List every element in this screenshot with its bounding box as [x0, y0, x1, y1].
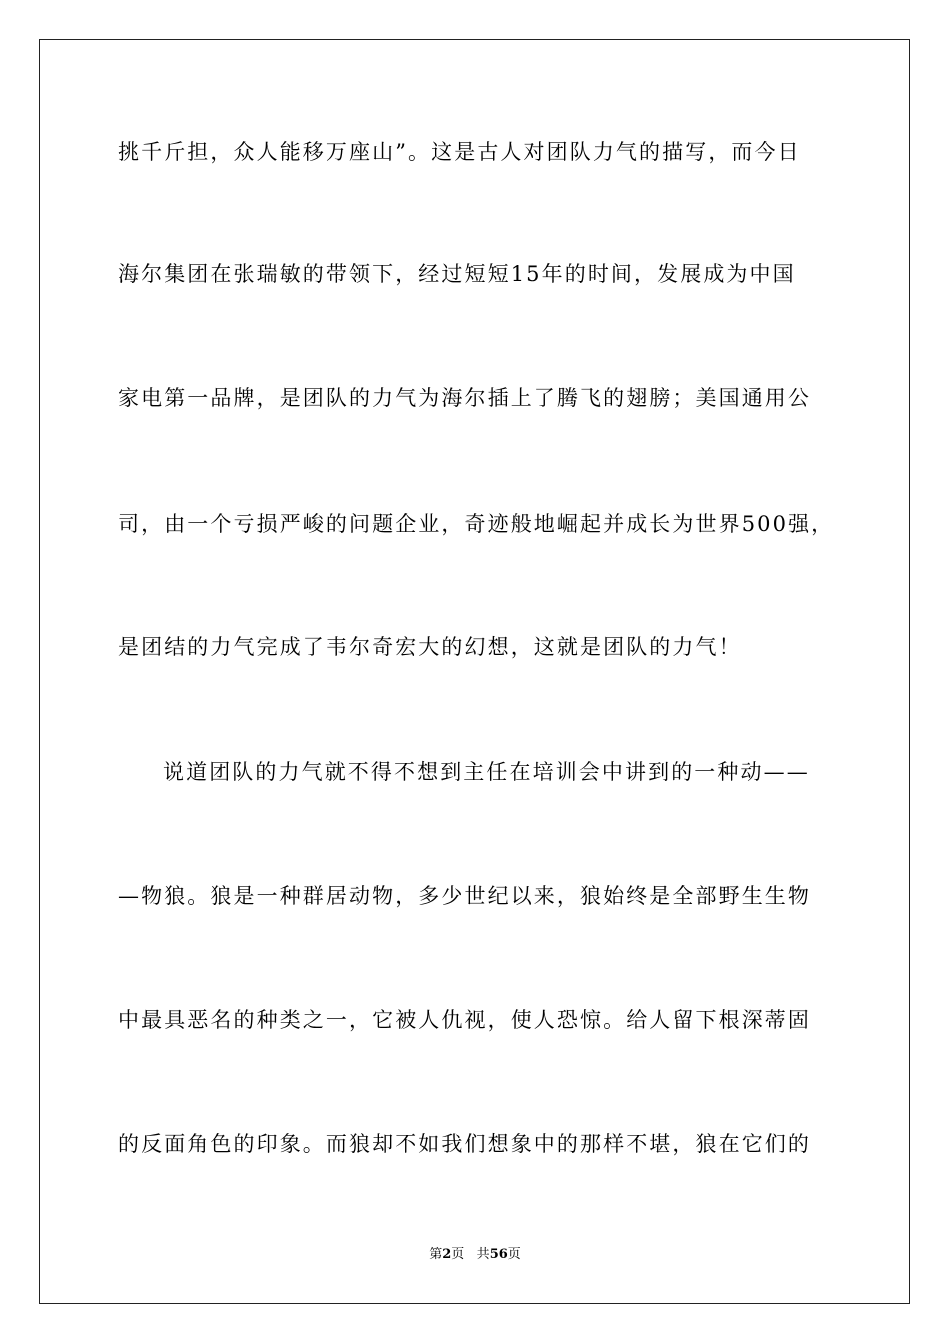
page-footer: [0, 1246, 950, 1264]
text-line-9: 的反面角色的印象。而狼却不如我们想象中的那样不堪，狼在它们的: [118, 1132, 811, 1156]
text-line-1: 挑千斤担，众人能移万座山”。这是古人对团队力气的描写，而今日: [118, 140, 801, 164]
text-line-7: —物狼。狼是一种群居动物，多少世纪以来，狼始终是全部野生生物: [118, 884, 811, 908]
text-line-5: 是团结的力气完成了韦尔奇宏大的幻想，这就是团队的力气！: [118, 635, 742, 659]
page-number: 2: [442, 1247, 452, 1262]
text-line-3: 家电第一品牌，是团队的力气为海尔插上了腾飞的翅膀；美国通用公: [118, 386, 811, 410]
total-prefix: 共: [476, 1247, 490, 1262]
text-line-4: 司，由一个亏损严峻的问题企业，奇迹般地崛起并成长为世界500强，: [118, 512, 835, 536]
page-suffix: 页: [451, 1247, 465, 1262]
total-suffix: 页: [507, 1247, 521, 1262]
text-line-2: 海尔集团在张瑞敏的带领下，经过短短15年的时间，发展成为中国: [118, 262, 796, 286]
text-line-6-paragraph-start: 说道团队的力气就不得不想到主任在培训会中讲到的一种动——: [163, 760, 810, 784]
text-line-8: 中最具恶名的种类之一，它被人仇视，使人恐惊。给人留下根深蒂固: [118, 1008, 811, 1032]
page-border: [39, 39, 910, 1304]
page-prefix: 第: [429, 1247, 443, 1262]
total-pages: 56: [489, 1247, 508, 1262]
